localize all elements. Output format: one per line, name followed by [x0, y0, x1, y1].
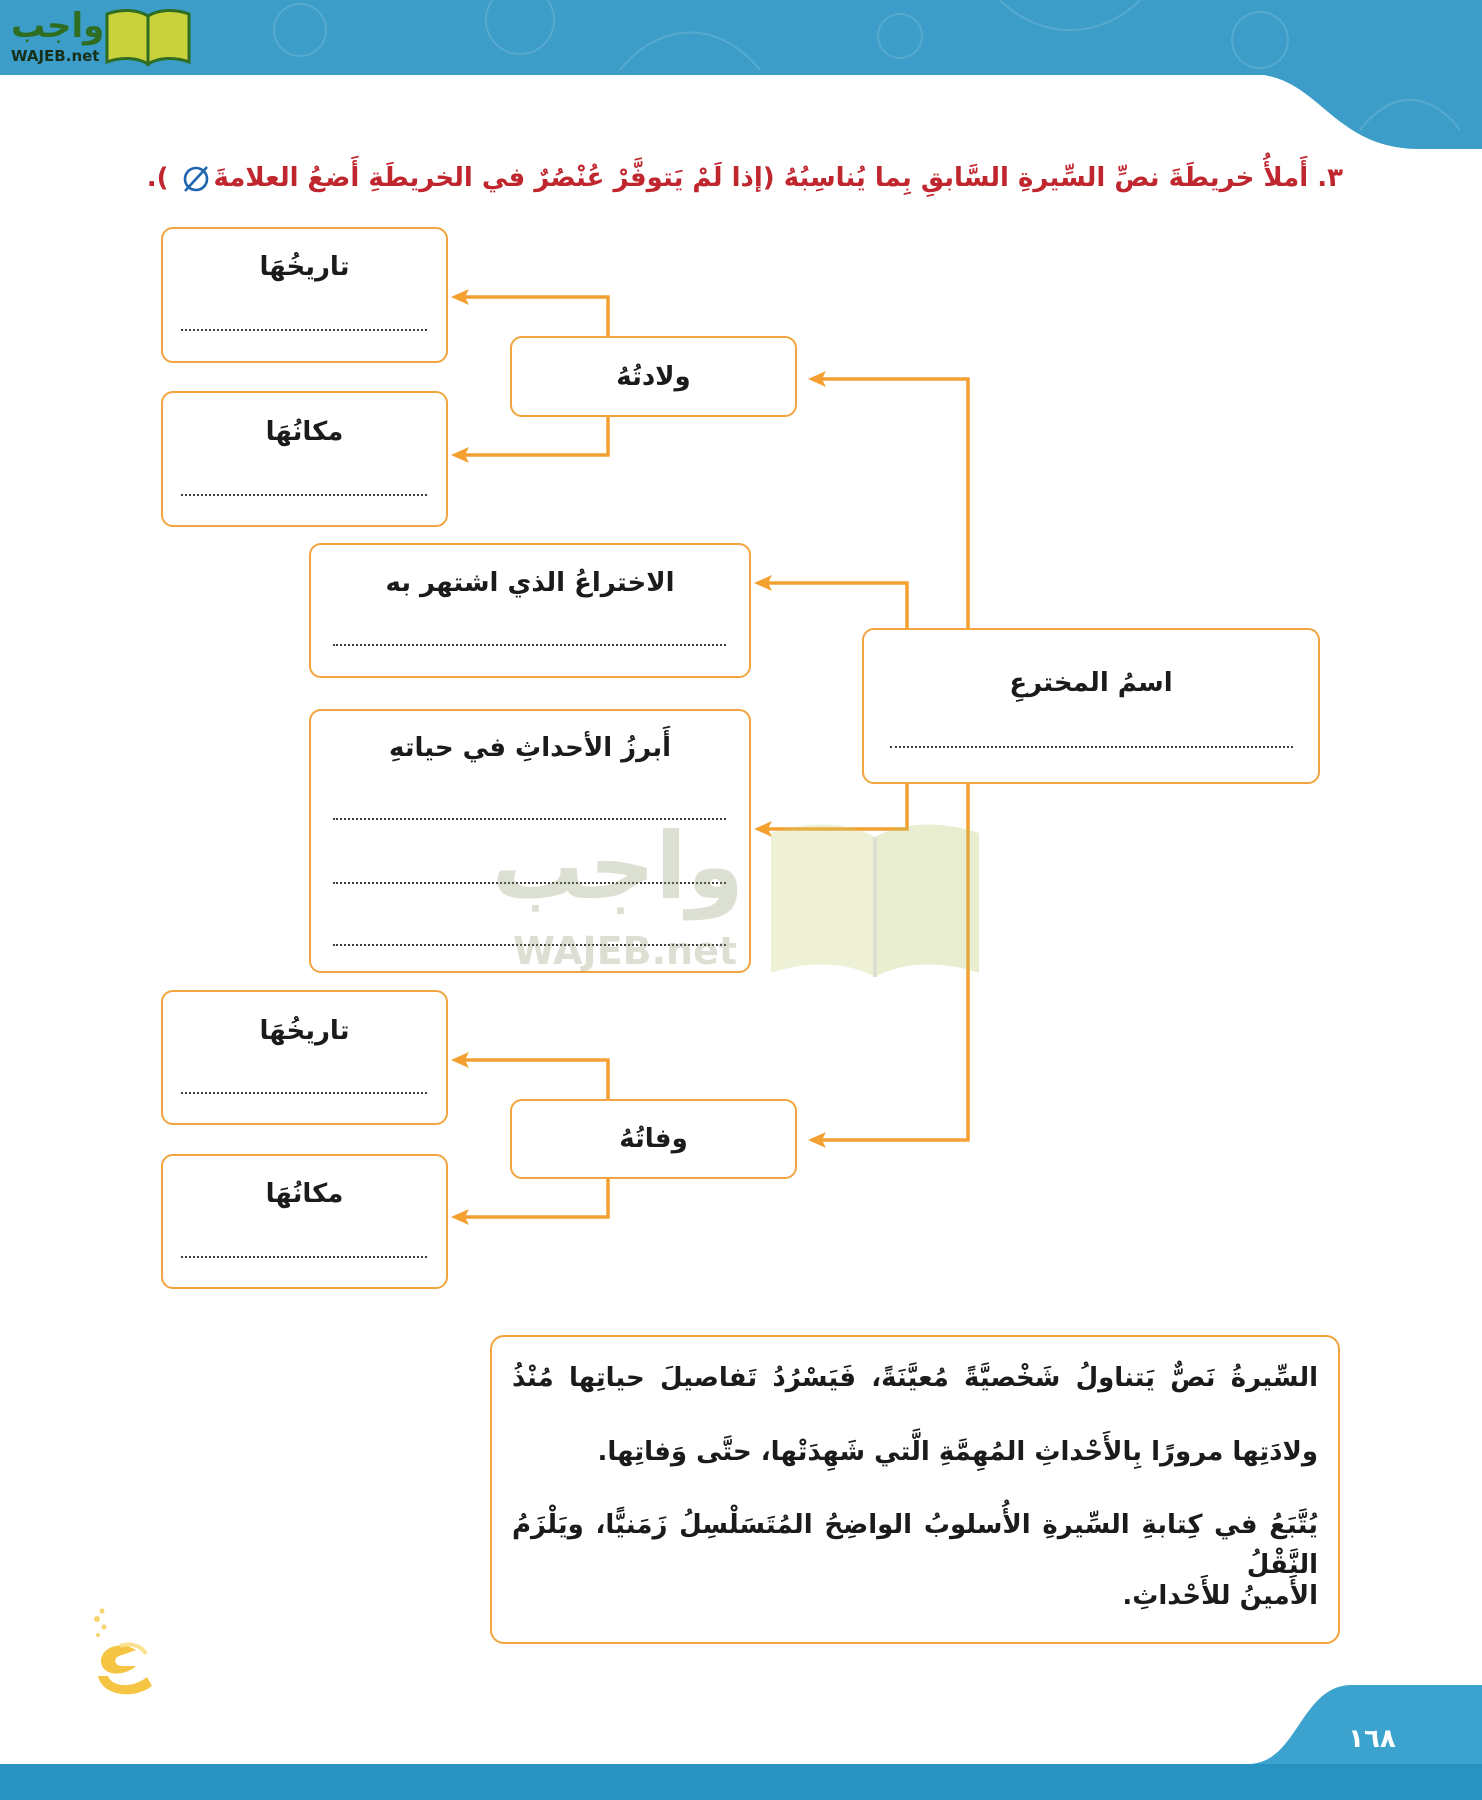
answer-line[interactable] — [181, 329, 427, 331]
invention-box — [309, 543, 751, 678]
watermark — [491, 813, 987, 987]
note-line: ولادَتِها مرورًا بِالأَحْداثِ المُهِمَّةِ الَّتي شَهِدَتْها، حتَّى وَفاتِها. — [597, 1437, 1318, 1467]
connector-death-to-place — [465, 1179, 608, 1217]
watermark-subtext: WAJEB.net — [512, 929, 738, 973]
footer-band — [0, 1680, 1482, 1800]
birth-date-box — [161, 227, 448, 363]
inventor-name-box — [862, 628, 1320, 784]
answer-line[interactable] — [333, 644, 726, 646]
inventor-name-label: اسمُ المخترعِ — [1009, 668, 1173, 698]
instruction-closing: ). — [146, 163, 178, 193]
note-line: السِّيرةُ نَصٌّ يَتناولُ شَخْصيَّةً مُعيَّنَةً، فَيَسْرُدُ تَفاصيلَ حياتِها مُنْذُ — [512, 1363, 1318, 1393]
death-place-label: مكانُهَا — [265, 1179, 344, 1209]
definition-note-box — [490, 1335, 1340, 1644]
death-box — [510, 1099, 797, 1179]
connector-name-to-invention — [768, 583, 907, 628]
connector-name-to-birth — [822, 379, 968, 628]
birth-label: ولادتُهُ — [616, 361, 691, 392]
birth-place-box — [161, 391, 448, 527]
events-label: أَبرزُ الأحداثِ في حياتهِ — [388, 733, 671, 763]
death-date-box — [161, 990, 448, 1125]
birth-place-label: مكانُهَا — [265, 417, 344, 447]
watermark-text: واجب — [491, 813, 744, 920]
watermark-book-icon — [763, 817, 987, 985]
death-place-box — [161, 1154, 448, 1289]
logo-subtext: WAJEB.net — [11, 47, 100, 65]
note-line: الأَمينُ للأَحْداثِ. — [1122, 1581, 1318, 1611]
death-date-label: تاريخُهَا — [259, 1016, 350, 1046]
birth-date-label: تاريخُهَا — [259, 252, 350, 282]
answer-line[interactable] — [890, 746, 1293, 748]
answer-line[interactable] — [181, 494, 427, 496]
page-number: ١٦٨ — [1348, 1724, 1396, 1754]
answer-line[interactable] — [181, 1256, 427, 1258]
note-line: يُتَّبَعُ في كِتابةِ السِّيرةِ الأُسلوبُ الواضِحُ المُتَسَلْسِلُ زَمَنيًّا، ويَلْزَمُ النَّقْلُ — [512, 1510, 1318, 1580]
logo-text: واجب — [11, 6, 105, 46]
connector-birth-to-place — [465, 417, 608, 455]
connector-birth-to-date — [465, 297, 608, 336]
death-label: وفاتُهُ — [619, 1124, 688, 1154]
birth-box — [510, 336, 797, 417]
invention-label: الاختراعُ الذي اشتهر به — [385, 568, 675, 598]
connector-death-to-date — [465, 1060, 608, 1099]
answer-line[interactable] — [181, 1092, 427, 1094]
instruction-text: ٣. أَملأُ خريطَةَ نصِّ السِّيرةِ السَّابقِ بِما يُناسِبُهُ (إذا لَمْ يَتوفَّرْ عُنْصُرٌ في الخريطَةِ أَضعُ العلامةَ — [213, 163, 1343, 193]
